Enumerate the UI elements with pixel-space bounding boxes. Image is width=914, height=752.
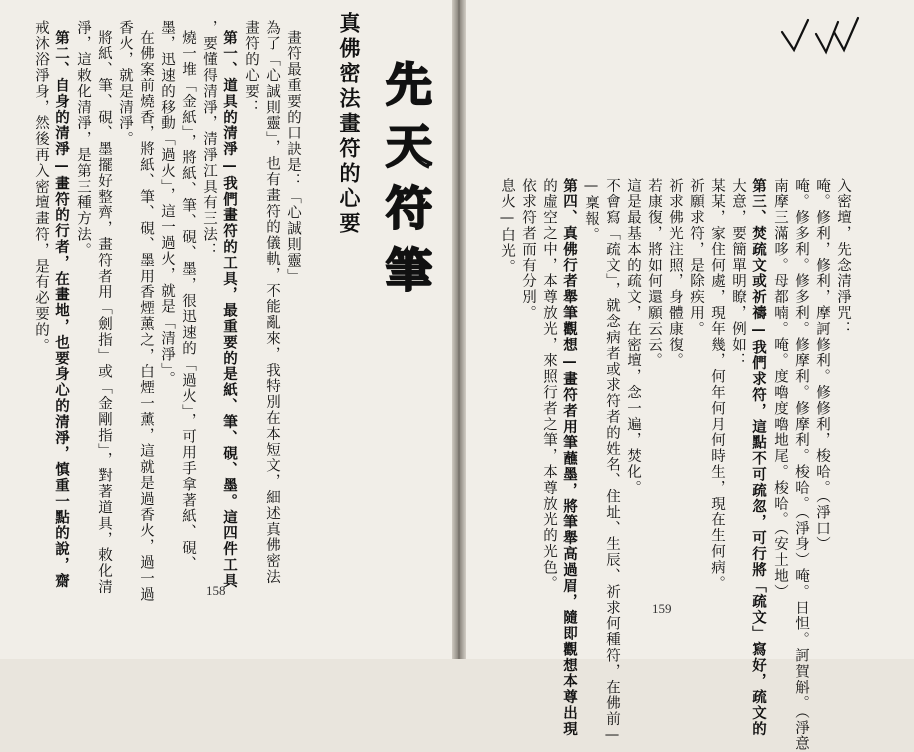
text-column: 大意，要簡單明瞭，例如：	[730, 178, 746, 369]
text-column: 息火—白光。	[499, 178, 515, 275]
text-column: 第一、道具的清淨—我們畫符的工具，最重要的是紙、筆、硯、墨。這四件工具	[221, 30, 238, 589]
text-column: 墨，迅速的移動「過火」，這一過火，就是「清淨」。	[159, 20, 175, 388]
text-column: —稟報。	[583, 178, 599, 244]
text-column: 香火，就是清淨。	[117, 20, 133, 148]
text-column: 這是最基本的疏文，在密壇，念一遍，焚化。	[625, 178, 641, 496]
text-column: 某某，家住何處，現年幾，何年何月何時生，現在生何病。	[709, 178, 725, 592]
text-column: 第二、自身的清淨—畫符的行者，在畫地，也要身心的清淨，慎重一點的說，齋	[53, 30, 70, 589]
text-column: 畫符最重要的口訣是：「心誠則靈」	[285, 30, 301, 285]
page-number: 159	[652, 601, 672, 616]
right-page	[466, 0, 914, 752]
text-column: 南摩三滿哆。母都喃。唵。度嚕度嚕地尾。梭哈。（安土地）	[772, 178, 788, 601]
right-text-block	[496, 28, 853, 752]
text-column: 第三、焚疏文或祈禱—我們求符，這點不可疏忽，可行將「疏文」寫好，疏文的	[750, 178, 767, 737]
text-column: 第四、真佛行者舉筆觀想—畫符者用筆蘸墨，將筆舉高過眉，隨即觀想本尊出現	[561, 178, 578, 737]
text-column: 畫符的心要：	[243, 20, 259, 116]
text-column: 燒一堆「金紙」，將紙、筆、硯、墨，很迅速的「過火」，可用手拿著紙、硯、	[180, 30, 196, 572]
page-title: 先天符筆	[379, 60, 433, 308]
text-column: 為了「心誠則靈」，也有畫符的儀軌，不能亂來，我特別在本短文，細述真佛密法	[264, 20, 280, 586]
text-column: 不會寫「疏文」，就念病者或求符者的姓名、住址、生辰、祈求何種符，在佛前—	[604, 178, 620, 745]
text-column: 祈求佛光注照，身體康復。	[667, 178, 683, 369]
text-column: 入密壇，先念清淨咒：	[835, 178, 851, 337]
text-column: 的虛空之中，本尊放光，來照行者之筆，本尊放光的光色。	[541, 178, 557, 592]
text-column: 淨，這敕化清淨，是第三種方法。	[75, 20, 91, 259]
page-subtitle: 真佛密法畫符的心要	[337, 12, 361, 237]
text-column: ，要懂得清淨，清淨江具有三法：	[201, 20, 217, 259]
text-column: 在佛案前燒香，將紙、筆、硯、墨用香煙薰之，白煙一薰，這就是過香火，過一過	[138, 30, 154, 603]
text-column: 若康復，將如何還願云云。	[646, 178, 662, 369]
left-page	[0, 0, 452, 659]
page-number: 158	[206, 583, 226, 598]
left-text-block	[30, 20, 303, 602]
text-column: 祈願求符，是除疾用。	[688, 178, 704, 337]
text-column: 將紙、筆、硯、墨擺好整齊，畫符者用「劍指」或「金剛指」，對著道具，敕化清	[96, 30, 112, 596]
text-column: 依求符者而有分別。	[520, 178, 536, 322]
text-column: 唵。修多利。修多利。修摩利。修摩利。梭哈。（淨身）唵。日怛。訶賀斛。（淨意	[793, 178, 809, 752]
text-column: 戒沐浴淨身，然後再入密壇畫符，是有必要的。	[33, 20, 49, 354]
text-column: 唵。修利，修利，摩訶修利。修修利，梭哈。（淨口）	[814, 178, 830, 553]
book-gutter	[452, 0, 466, 659]
